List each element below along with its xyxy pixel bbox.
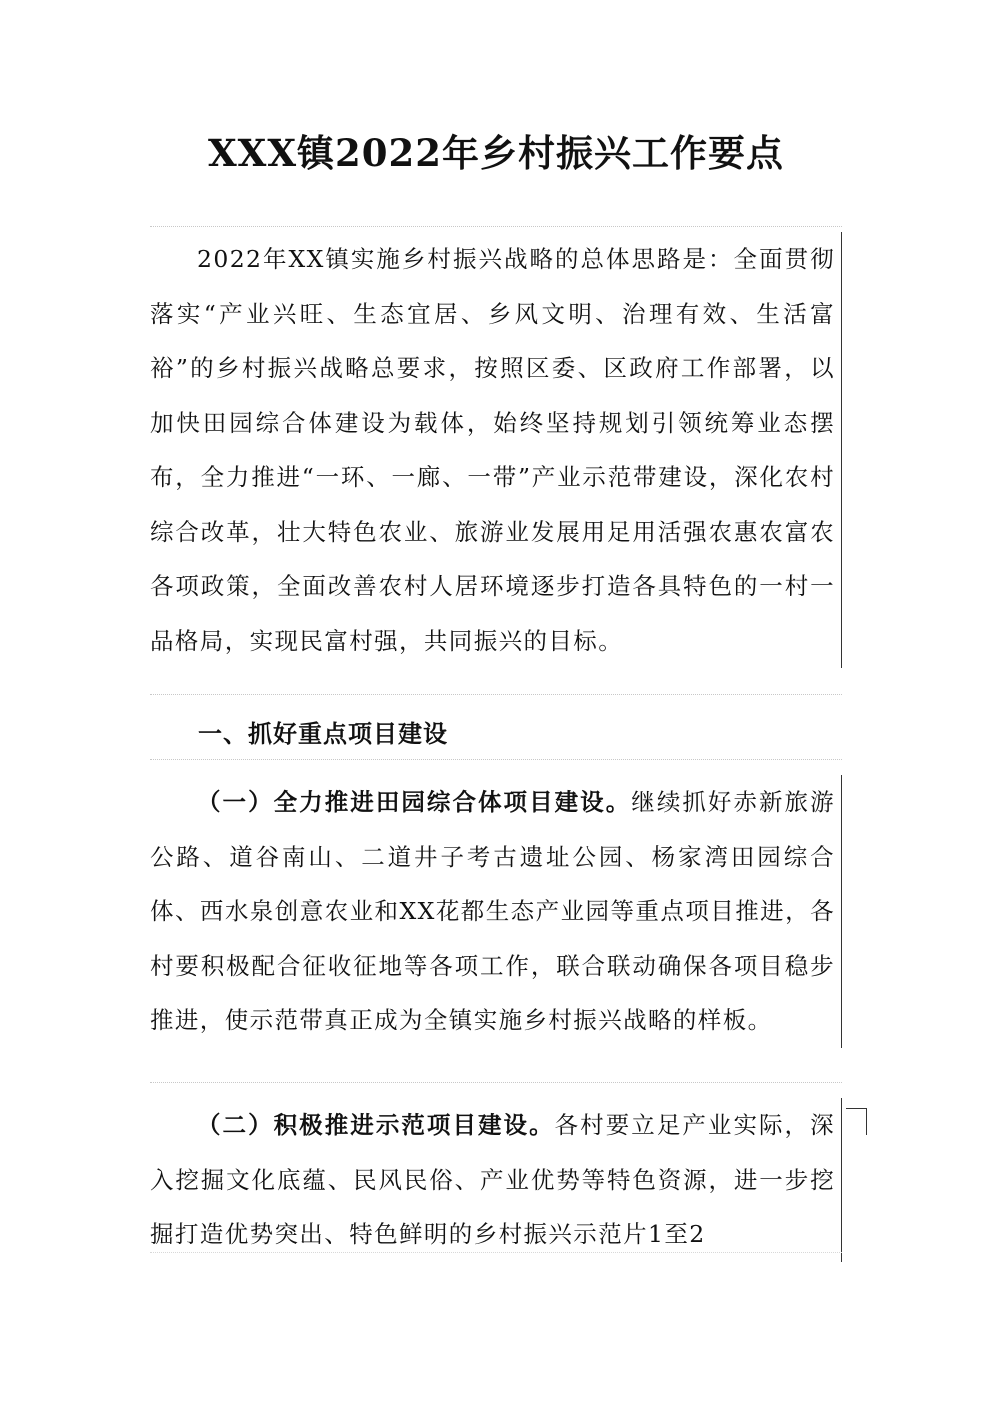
divider [150, 1252, 842, 1253]
divider [150, 694, 842, 695]
item-1-body: 继续抓好赤新旅游公路、道谷南山、二道井子考古遗址公园、杨家湾田园综合体、西水泉创意农业和XX花都生态产业园等重点项目推进，各村要积极配合征收征地等各项工作，联合联动确保各项目稳步推进，使示范带真正成为全镇实施乡村振兴战略的样板。 [150, 788, 835, 1034]
item-2-paragraph [150, 1098, 842, 1262]
item-2-lead: （二）积极推进示范项目建设。 [197, 1111, 555, 1139]
document-title: XXX镇2022年乡村振兴工作要点 [207, 131, 785, 175]
section-heading: 一、抓好重点项目建设 [198, 719, 448, 748]
item-2-body: 各村要立足产业实际，深入挖掘文化底蕴、民风民俗、产业优势等特色资源，进一步挖掘打造优势突出、特色鲜明的乡村振兴示范片1至2 [150, 1111, 835, 1248]
intro-paragraph: 2022年XX镇实施乡村振兴战略的总体思路是：全面贯彻落实“产业兴旺、生态宜居、乡风文明、治理有效、生活富裕”的乡村振兴战略总要求，按照区委、区政府工作部署，以加快田园综合体建设为载体，始终坚持规划引领统筹业态摆布，全力推进“一环、一廊、一带”产业示范带建设，深化农村综合改革，壮大特色农业、旅游业发展用足用活强农惠农富农各项政策，全面改善农村人居环境逐步打造各具特色的一村一品格局，实现民富村强，共同振兴的目标。 [150, 232, 842, 668]
item-2 [150, 1098, 842, 1262]
divider [150, 1082, 842, 1083]
divider [150, 759, 842, 760]
item-1-paragraph [150, 775, 842, 1048]
intro-section [150, 232, 842, 668]
item-1-lead: （一）全力推进田园综合体项目建设。 [197, 788, 632, 816]
item-1 [150, 775, 842, 1048]
section-1 [150, 706, 842, 762]
margin-corner-mark [846, 1108, 867, 1135]
divider [150, 226, 842, 227]
